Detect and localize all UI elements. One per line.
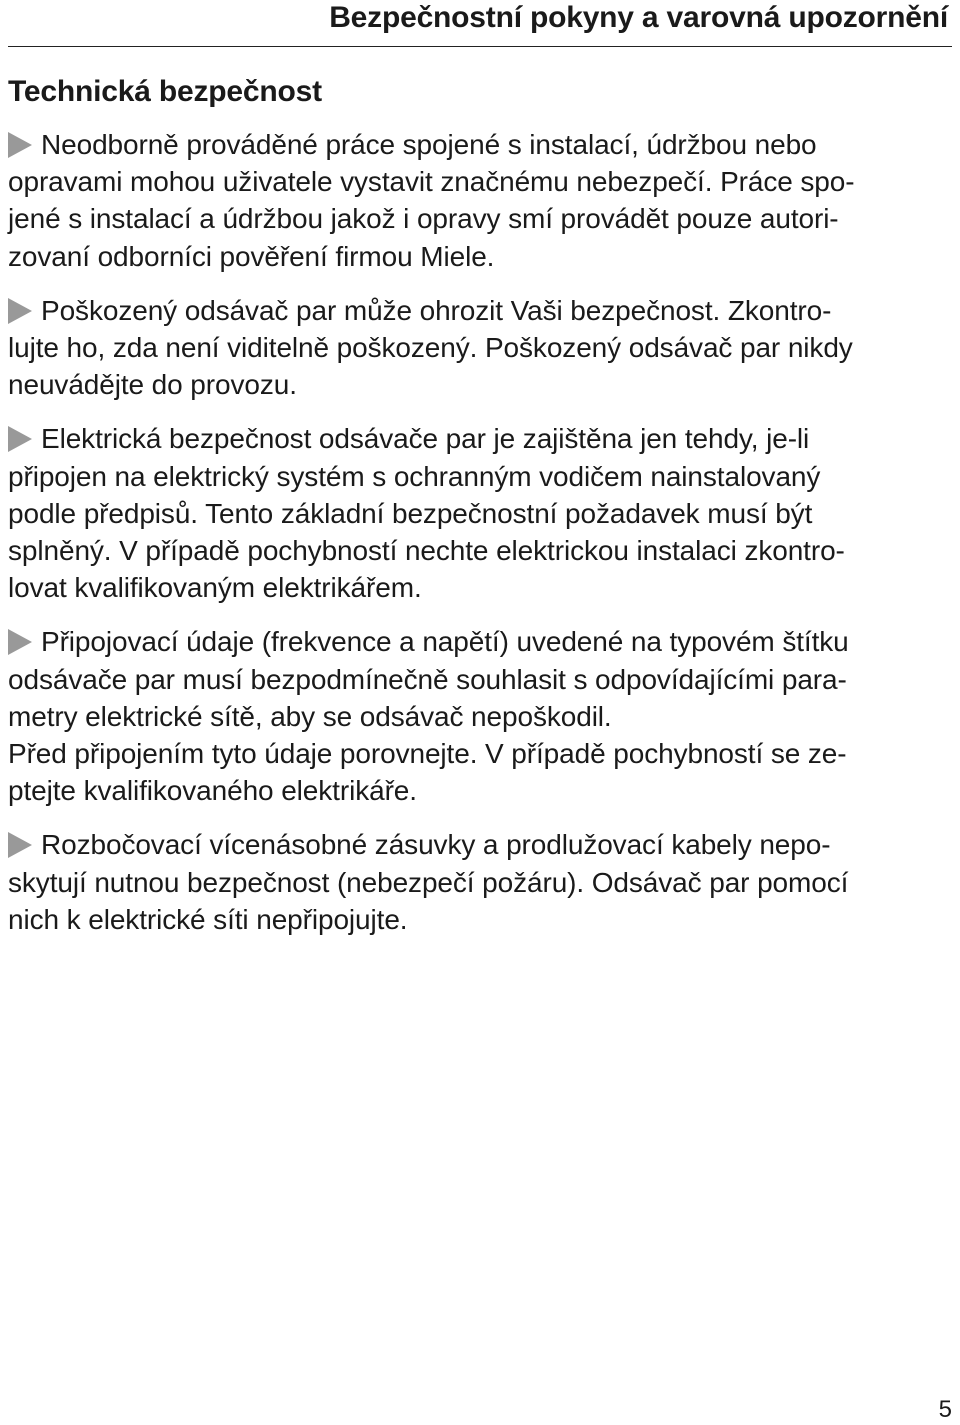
triangle-right-icon	[8, 629, 32, 655]
bullet-line: splněný. V případě pochybností nechte elektrickou instalaci zkontro-	[8, 535, 845, 567]
bullet-item	[8, 623, 952, 809]
bullet-item	[8, 292, 952, 404]
bullet-line: neuvádějte do provozu.	[8, 369, 297, 401]
bullet-line: skytují nutnou bezpečnost (nebezpečí požáru). Odsávač par pomocí	[8, 866, 849, 898]
bullet-line: metry elektrické sítě, aby se odsávač nepoškodil.	[8, 700, 612, 732]
bullet-line: podle předpisů. Tento základní bezpečnostní požadavek musí být	[8, 497, 813, 529]
bullet-item	[8, 826, 952, 938]
bullet-line: Elektrická bezpečnost odsávače par je zajištěna jen tehdy, je-li	[8, 420, 952, 457]
bullet-line: Neodborně prováděné práce spojené s instalací, údržbou nebo	[8, 126, 952, 163]
bullet-line: Připojovací údaje (frekvence a napětí) uvedené na typovém štítku	[8, 623, 952, 660]
triangle-right-icon	[8, 298, 32, 324]
bullet-line: připojen na elektrický systém s ochranným vodičem nainstalovaný	[8, 460, 821, 492]
bullet-line: nich k elektrické síti nepřipojujte.	[8, 903, 408, 935]
triangle-right-icon	[8, 132, 32, 158]
bullet-line: lujte ho, zda není viditelně poškozený. Poškozený odsávač par nikdy	[8, 332, 853, 364]
content	[8, 126, 952, 938]
bullet-item	[8, 126, 952, 275]
bullet-line: Před připojením tyto údaje porovnejte. V případě pochybností se ze-	[8, 738, 847, 770]
bullet-line: ptejte kvalifikovaného elektrikáře.	[8, 775, 417, 807]
page-header	[8, 0, 952, 47]
bullet-line: jené s instalací a údržbou jakož i opravy smí provádět pouze autori-	[8, 203, 839, 235]
page-header-title: Bezpečnostní pokyny a varovná upozornění	[329, 1, 948, 34]
bullet-line: odsávače par musí bezpodmínečně souhlasit s odpovídajícími para-	[8, 663, 847, 695]
bullet-line: Poškozený odsávač par může ohrozit Vaši bezpečnost. Zkontro-	[8, 292, 952, 329]
section-title: Technická bezpečnost	[8, 75, 322, 108]
bullet-line: opravami mohou uživatele vystavit značnému nebezpečí. Práce spo-	[8, 166, 855, 198]
bullet-line: Rozbočovací vícenásobné zásuvky a prodlužovací kabely nepo-	[8, 826, 952, 863]
page-number: 5	[938, 1396, 952, 1423]
bullet-item	[8, 420, 952, 606]
bullet-line: lovat kvalifikovaným elektrikářem.	[8, 572, 422, 604]
bullet-line: zovaní odborníci pověření firmou Miele.	[8, 240, 495, 272]
triangle-right-icon	[8, 426, 32, 452]
triangle-right-icon	[8, 832, 32, 858]
